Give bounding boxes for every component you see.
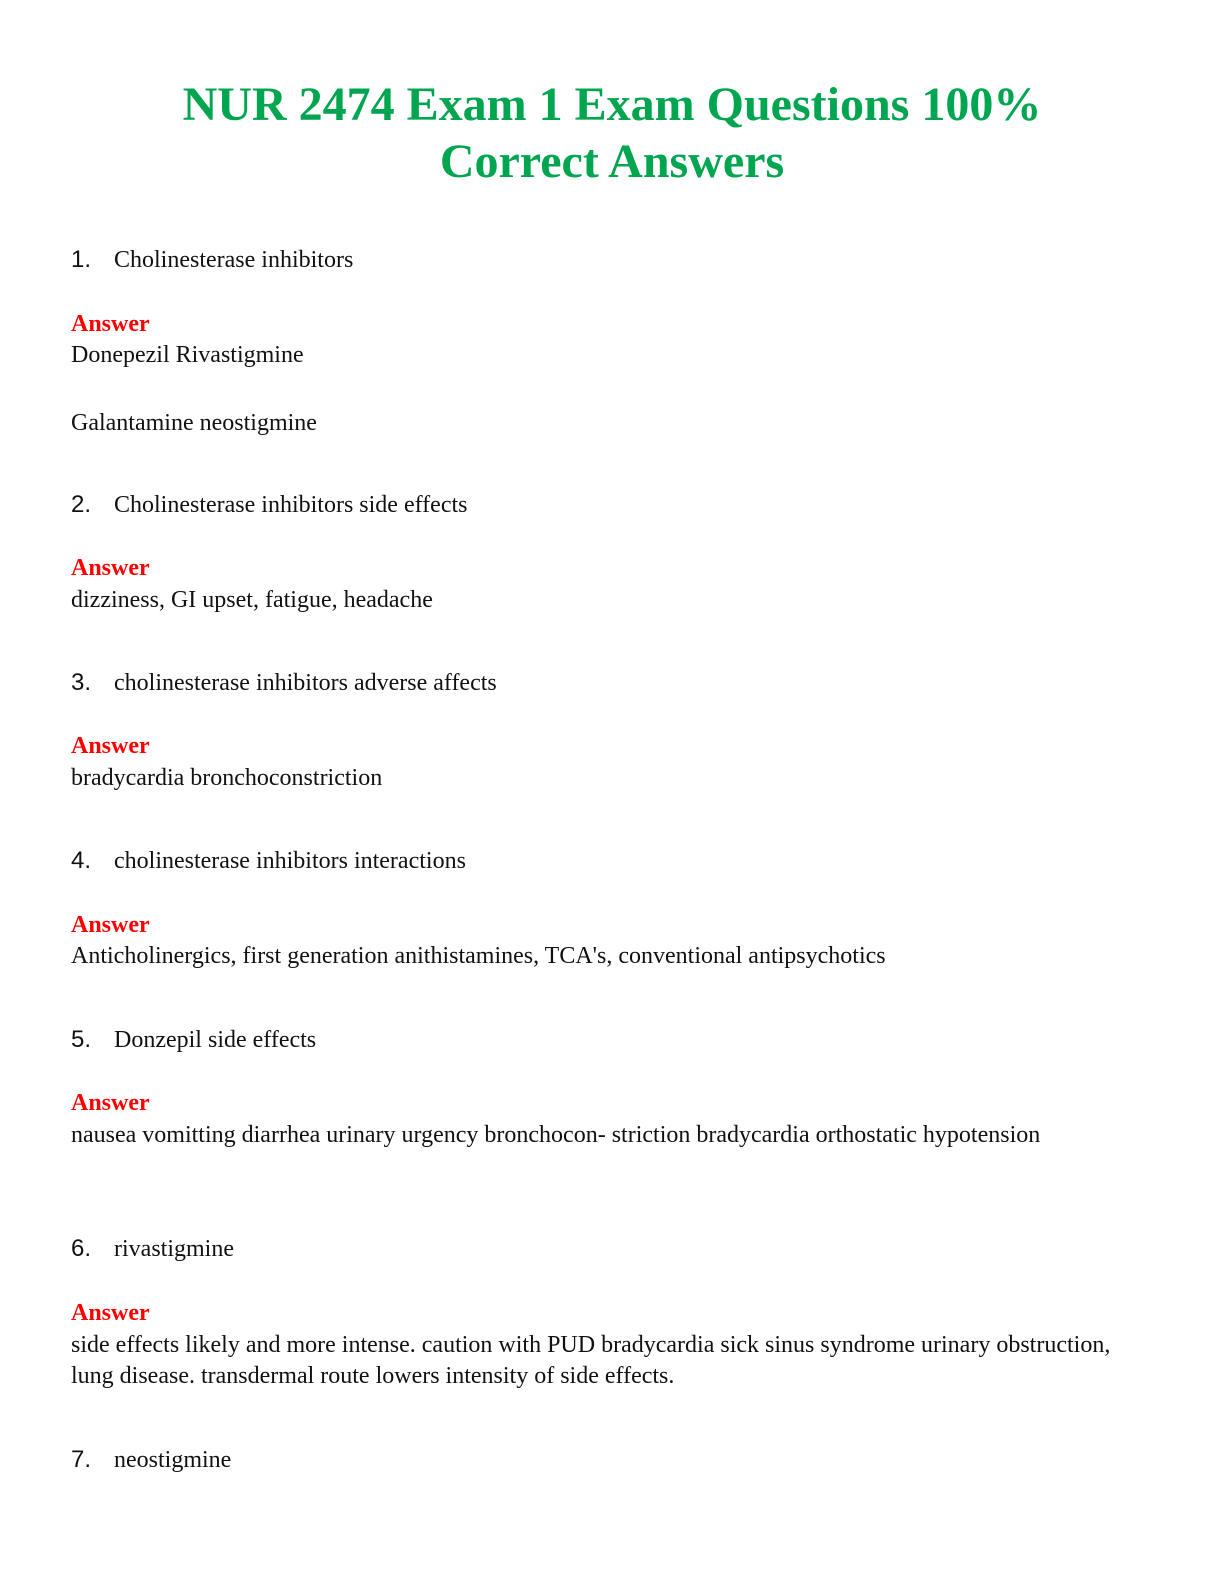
- answer-label: Answer: [71, 912, 150, 938]
- title-line-1: NUR 2474 Exam 1 Exam Questions 100%: [182, 78, 1042, 131]
- question-3: [71, 668, 497, 698]
- question-text: Donzepil side effects: [114, 1027, 317, 1053]
- document-title: [0, 76, 1224, 190]
- answer-text: nausea vomitting diarrhea urinary urgency bronchocon- striction bradycardia orthostatic hypotension: [71, 1122, 1041, 1148]
- question-6: [71, 1234, 234, 1264]
- answer-text: side effects likely and more intense. caution with PUD bradycardia sick sinus syndrome urinary obstruction, lung disease. transdermal route lowers intensity of side effects.: [71, 1332, 1111, 1389]
- question-4: [71, 846, 466, 876]
- answer-text: bradycardia bronchoconstriction: [71, 765, 383, 791]
- question-7: [71, 1445, 231, 1475]
- answer-text: Anticholinergics, first generation anithistamines, TCA's, conventional antipsychotics: [71, 943, 886, 969]
- question-number: 2.: [71, 491, 92, 518]
- question-text: Cholinesterase inhibitors side effects: [114, 492, 468, 518]
- question-number: 1.: [71, 246, 92, 273]
- question-1: [71, 245, 353, 275]
- answer-label: Answer: [71, 733, 150, 759]
- question-text: cholinesterase inhibitors interactions: [114, 848, 466, 874]
- question-number: 5.: [71, 1026, 92, 1053]
- question-number: 6.: [71, 1235, 92, 1262]
- answer-text: dizziness, GI upset, fatigue, headache: [71, 587, 433, 613]
- question-number: 7.: [71, 1446, 92, 1473]
- answer-text: Donepezil Rivastigmine: [71, 342, 304, 368]
- question-2: [71, 490, 467, 520]
- question-text: neostigmine: [114, 1447, 232, 1473]
- question-text: rivastigmine: [114, 1236, 234, 1262]
- answer-label: Answer: [71, 555, 150, 581]
- question-5: [71, 1025, 316, 1055]
- question-number: 3.: [71, 669, 92, 696]
- answer-text-extra: Galantamine neostigmine: [71, 410, 317, 436]
- answer-label: Answer: [71, 1090, 150, 1116]
- title-line-2: Correct Answers: [439, 135, 785, 188]
- question-text: Cholinesterase inhibitors: [114, 247, 354, 273]
- answer-label: Answer: [71, 1300, 150, 1326]
- question-text: cholinesterase inhibitors adverse affects: [114, 670, 497, 696]
- answer-label: Answer: [71, 311, 150, 337]
- question-number: 4.: [71, 847, 92, 874]
